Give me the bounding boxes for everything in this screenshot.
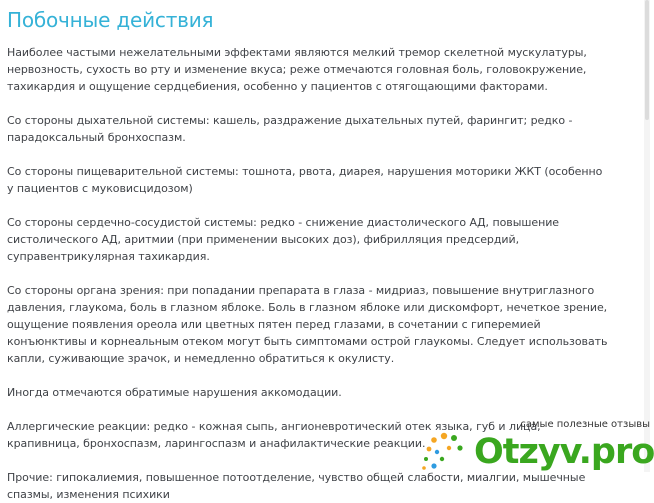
watermark-brand: Otzyv.pro xyxy=(474,432,654,472)
paragraph-other: Прочие: гипокалиемия, повышенное потоотделение, чувство общей слабости, миалгии, мышечные спазмы, изменения психики xyxy=(7,471,586,501)
scrollbar-thumb[interactable] xyxy=(645,0,649,120)
watermark-tagline: самые полезные отзывы xyxy=(520,419,650,430)
paragraph-cardiovascular: Со стороны сердечно-сосудистой системы: редко - снижение диастолического АД, повышение систолического АД, аритмии (при применении высоких доз), фибрилляция предсердий, суправентрикулярная тахикардия. xyxy=(7,216,560,263)
paragraph-allergic: Аллергические реакции: редко - кожная сыпь, ангионевротический отек языка, губ и лица, крапивница, бронхоспазм, ларингоспазм и анафилактические реакции. xyxy=(7,420,541,450)
otzyv-logo-icon xyxy=(420,426,480,472)
paragraph-vision: Со стороны органа зрения: при попадании препарата в глаза - мидриаз, повышение внутриглазного давления, глаукома, боль в глазном яблоке. Боль в глазном яблоке или дискомфорт, нечеткое зрение, ощущение появления ореола или цветных пятен перед глазами, в сочетании с гиперемией конъюнктивы и корнеальным отеком могут быть симптомами острой глаукомы. Следует использовать капли, суживающие зрачок, и немедленно обратиться к окулисту. xyxy=(7,284,608,365)
paragraph-accommodation: Иногда отмечаются обратимые нарушения аккомодации. xyxy=(7,386,342,399)
paragraph-respiratory: Со стороны дыхательной системы: кашель, раздражение дыхательных путей, фарингит; редко - парадоксальный бронхоспазм. xyxy=(7,114,573,144)
paragraph-common-effects: Наиболее частыми нежелательными эффектами являются мелкий тремор скелетной мускулатуры, нервозность, сухость во рту и изменение вкуса; реже отмечаются головная боль, головокружение, тахикардия и ощущение сердцебиения, особенно у пациентов с отягощающими факторами. xyxy=(7,46,587,93)
paragraph-digestive: Со стороны пищеварительной системы: тошнота, рвота, диарея, нарушения моторики ЖКТ (особенно у пациентов с муковисцидозом) xyxy=(7,165,603,195)
vertical-scrollbar[interactable] xyxy=(644,0,650,472)
section-heading: Побочные действия xyxy=(7,8,214,32)
otzyv-watermark xyxy=(404,412,654,472)
